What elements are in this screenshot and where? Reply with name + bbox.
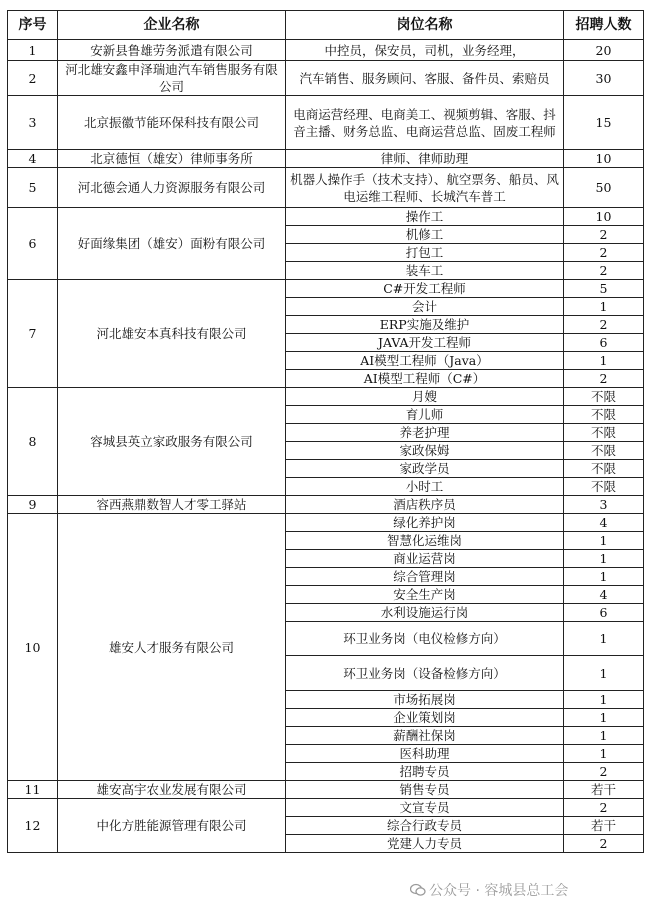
cell-position: 医科助理: [286, 745, 564, 763]
cell-count: 不限: [564, 388, 644, 406]
cell-count: 不限: [564, 424, 644, 442]
table-row: [8, 96, 644, 150]
cell-no: 6: [8, 208, 58, 280]
cell-count: 4: [564, 586, 644, 604]
cell-count: 不限: [564, 478, 644, 496]
cell-count: 2: [564, 799, 644, 817]
cell-position: 家政学员: [286, 460, 564, 478]
header-no: 序号: [8, 11, 58, 40]
cell-count: 30: [564, 61, 644, 96]
cell-no: 11: [8, 781, 58, 799]
cell-position: 招聘专员: [286, 763, 564, 781]
cell-position: 综合行政专员: [286, 817, 564, 835]
cell-position: 市场拓展岗: [286, 691, 564, 709]
cell-position: 环卫业务岗（电仪检修方向）: [286, 622, 564, 656]
cell-count: 1: [564, 745, 644, 763]
cell-count: 2: [564, 226, 644, 244]
header-company: 企业名称: [58, 11, 286, 40]
cell-position: 家政保姆: [286, 442, 564, 460]
cell-count: 50: [564, 168, 644, 208]
watermark: [410, 880, 568, 900]
cell-position: 企业策划岗: [286, 709, 564, 727]
cell-position: AI模型工程师（Java）: [286, 352, 564, 370]
cell-position: 绿化养护岗: [286, 514, 564, 532]
cell-no: 3: [8, 96, 58, 150]
cell-position: 综合管理岗: [286, 568, 564, 586]
cell-count: 10: [564, 208, 644, 226]
cell-count: 1: [564, 298, 644, 316]
cell-count: 6: [564, 334, 644, 352]
cell-company: 雄安人才服务有限公司: [58, 514, 286, 781]
table-row: [8, 799, 644, 817]
table-row: [8, 280, 644, 298]
cell-position: 育儿师: [286, 406, 564, 424]
cell-position: 打包工: [286, 244, 564, 262]
cell-company: 北京德恒（雄安）律师事务所: [58, 150, 286, 168]
cell-count: 20: [564, 40, 644, 61]
cell-count: 2: [564, 244, 644, 262]
cell-position: 月嫂: [286, 388, 564, 406]
cell-count: 1: [564, 568, 644, 586]
cell-count: 2: [564, 835, 644, 853]
cell-count: 1: [564, 656, 644, 691]
cell-position: 酒店秩序员: [286, 496, 564, 514]
cell-count: 不限: [564, 442, 644, 460]
cell-no: 2: [8, 61, 58, 96]
table-row: [8, 388, 644, 406]
cell-count: 若干: [564, 781, 644, 799]
table-row: [8, 150, 644, 168]
cell-position: 电商运营经理、电商美工、视频剪辑、客服、抖音主播、财务总监、电商运营总监、固废工程师: [286, 96, 564, 150]
cell-no: 7: [8, 280, 58, 388]
cell-count: 1: [564, 550, 644, 568]
cell-count: 1: [564, 622, 644, 656]
cell-no: 1: [8, 40, 58, 61]
table-row: [8, 40, 644, 61]
cell-position: 会计: [286, 298, 564, 316]
cell-no: 8: [8, 388, 58, 496]
cell-position: 安全生产岗: [286, 586, 564, 604]
cell-position: 机器人操作手（技术支持）、航空票务、船员、风电运维工程师、长城汽车普工: [286, 168, 564, 208]
header-row: [8, 11, 644, 40]
table-row: [8, 61, 644, 96]
cell-company: 安新县鲁雄劳务派遣有限公司: [58, 40, 286, 61]
cell-count: 1: [564, 691, 644, 709]
cell-position: C#开发工程师: [286, 280, 564, 298]
cell-count: 不限: [564, 460, 644, 478]
cell-position: 汽车销售、服务顾问、客服、备件员、索赔员: [286, 61, 564, 96]
cell-company: 容西燕鼎数智人才零工驿站: [58, 496, 286, 514]
cell-position: 文宣专员: [286, 799, 564, 817]
table-row: [8, 514, 644, 532]
cell-count: 6: [564, 604, 644, 622]
cell-position: 养老护理: [286, 424, 564, 442]
cell-position: 机修工: [286, 226, 564, 244]
cell-position: 商业运营岗: [286, 550, 564, 568]
table-row: [8, 168, 644, 208]
cell-company: 北京振徽节能环保科技有限公司: [58, 96, 286, 150]
cell-count: 4: [564, 514, 644, 532]
cell-count: 若干: [564, 817, 644, 835]
cell-company: 河北德会通人力资源服务有限公司: [58, 168, 286, 208]
cell-company: 好面缘集团（雄安）面粉有限公司: [58, 208, 286, 280]
cell-no: 12: [8, 799, 58, 853]
cell-position: JAVA开发工程师: [286, 334, 564, 352]
cell-position: 律师、律师助理: [286, 150, 564, 168]
cell-no: 10: [8, 514, 58, 781]
cell-position: 销售专员: [286, 781, 564, 799]
cell-count: 1: [564, 352, 644, 370]
cell-company: 中化方胜能源管理有限公司: [58, 799, 286, 853]
cell-position: 中控员，保安员，司机，业务经理，: [286, 40, 564, 61]
cell-count: 2: [564, 316, 644, 334]
cell-position: 装车工: [286, 262, 564, 280]
cell-position: 党建人力专员: [286, 835, 564, 853]
cell-no: 5: [8, 168, 58, 208]
watermark-text: 公众号 · 容城县总工会: [429, 883, 569, 899]
cell-position: 环卫业务岗（设备检修方向）: [286, 656, 564, 691]
cell-company: 河北雄安本真科技有限公司: [58, 280, 286, 388]
cell-company: 雄安高宇农业发展有限公司: [58, 781, 286, 799]
table-row: [8, 781, 644, 799]
cell-count: 不限: [564, 406, 644, 424]
cell-count: 2: [564, 370, 644, 388]
cell-position: 智慧化运维岗: [286, 532, 564, 550]
table-body: [8, 40, 644, 853]
cell-company: 河北雄安鑫申泽瑞迪汽车销售服务有限公司: [58, 61, 286, 96]
wechat-icon: [410, 883, 426, 897]
cell-count: 15: [564, 96, 644, 150]
cell-count: 10: [564, 150, 644, 168]
recruitment-table: [7, 10, 644, 853]
cell-position: 小时工: [286, 478, 564, 496]
cell-position: 操作工: [286, 208, 564, 226]
cell-count: 3: [564, 496, 644, 514]
cell-no: 4: [8, 150, 58, 168]
header-position: 岗位名称: [286, 11, 564, 40]
cell-position: ERP实施及维护: [286, 316, 564, 334]
cell-no: 9: [8, 496, 58, 514]
header-count: 招聘人数: [564, 11, 644, 40]
cell-count: 5: [564, 280, 644, 298]
table-row: [8, 496, 644, 514]
table-row: [8, 208, 644, 226]
cell-position: 水利设施运行岗: [286, 604, 564, 622]
cell-count: 1: [564, 532, 644, 550]
cell-company: 容城县英立家政服务有限公司: [58, 388, 286, 496]
cell-count: 2: [564, 262, 644, 280]
cell-count: 2: [564, 763, 644, 781]
cell-position: 薪酬社保岗: [286, 727, 564, 745]
cell-count: 1: [564, 709, 644, 727]
cell-count: 1: [564, 727, 644, 745]
cell-position: AI模型工程师（C#）: [286, 370, 564, 388]
